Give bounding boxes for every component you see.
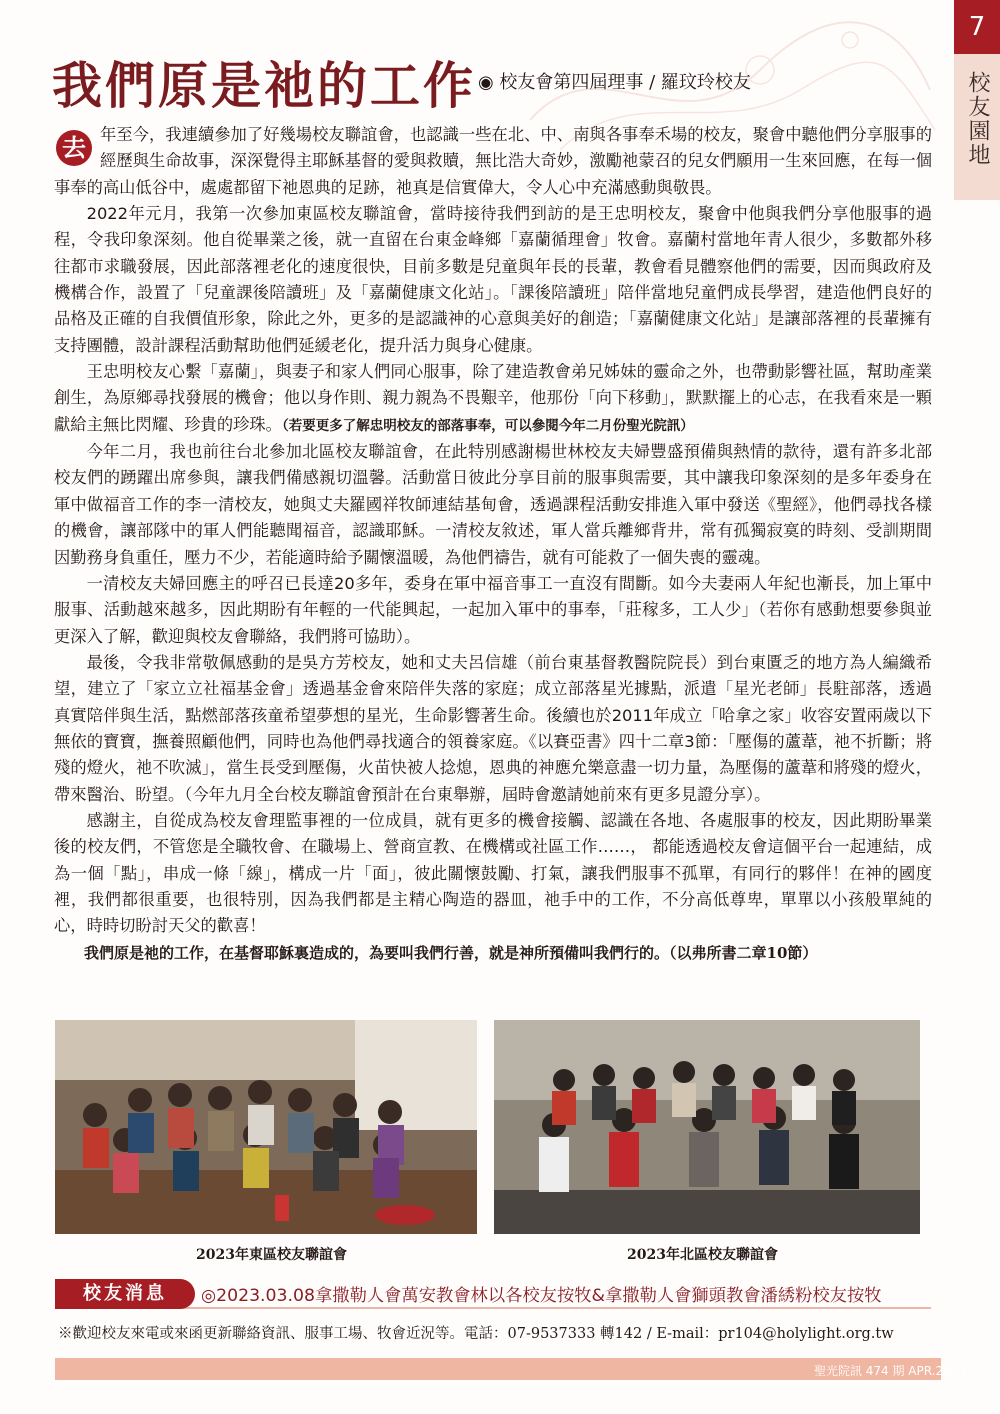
paragraph-6: 最後，令我非常敬佩感動的是吳方芳校友，她和丈夫呂信雄（前台東基督教醫院院長）到台東匱乏的地方為人編織希望，建立了「家立立社福基金會」透過基金會來陪伴失落的家庭；成立部落星光據點，派遣「星光老師」長駐部落，透過真實陪伴與生活，點燃部落孩童希望夢想的星光，生命影響著生命。後續也於2011年成立「哈拿之家」收容安置兩歲以下無依的寶寶，撫養照顧他們，同時也為他們尋找適合的領養家庭。《以賽亞書》四十二章3節：「壓傷的蘆葦，祂不折斷；將殘的燈火，祂不吹滅」，當生長受到壓傷，火苗快被人捻熄，恩典的神應允樂意盡一切力量，為壓傷的蘆葦和將殘的燈火，帶來醫治、盼望。（今年九月全台校友聯誼會預計在台東舉辦，屆時會邀請她前來有更多見證分享）。 bbox=[54, 652, 932, 804]
paragraph-3-note: （若要更多了解忠明校友的部落事奉，可以參閱今年二月份聖光院訊） bbox=[281, 417, 694, 434]
caption-north-region: 2023年北區校友聯誼會 bbox=[627, 1247, 778, 1263]
alumni-news-bar bbox=[55, 1283, 931, 1309]
photo-east-region bbox=[55, 1020, 477, 1234]
paragraph-5: 一清校友夫婦回應主的呼召已長達20多年，委身在軍中福音事工一直沒有間斷。如今夫妻兩人年紀也漸長，加上軍中服事、活動越來越多，因此期盼有年輕的一代能興起，一起加入軍中的事奉，「莊稼多，工人少」（若你有感動想要參與並更深入了解，歡迎與校友會聯絡，我們將可協助）。 bbox=[54, 573, 932, 646]
contact-info: ※歡迎校友來電或來函更新聯絡資訊、服事工場、牧會近況等。電話：07-9537333 轉142 / E-mail：pr104@holylight.org.tw bbox=[58, 1326, 894, 1342]
footer-issue: 聖光院訊 474 期 APR.2023 bbox=[813, 1364, 966, 1378]
alumni-news-text: ◎2023.03.08拿撒勒人會萬安教會林以各校友按牧&拿撒勒人會獅頭教會潘綉粉校友按牧 bbox=[201, 1286, 882, 1306]
page-number: 7 bbox=[954, 0, 1000, 54]
article-title: 我們原是祂的工作 bbox=[52, 56, 476, 115]
paragraph-1: 去 年至今，我連續參加了好幾場校友聯誼會，也認識一些在北、中、南與各事奉禾場的校友，聚會中聽他們分享服事的經歷與生命故事，深深覺得主耶穌基督的愛與救贖，無比浩大奇妙，激勵祂蒙召的兒女們願用一生來回應，在每一個事奉的高山低谷中，處處都留下祂恩典的足跡，祂真是信實偉大，令人心中充滿感動與敬畏。 bbox=[54, 125, 932, 197]
paragraph-2: 2022年元月，我第一次參加東區校友聯誼會，當時接待我們到訪的是王忠明校友，聚會中他與我們分享他服事的過程，令我印象深刻。他自從畢業之後，就一直留在台東金峰鄉「嘉蘭循理會」牧會。嘉蘭村當地年青人很少，多數都外移往都市求職發展，因此部落裡老化的速度很快，目前多數是兒童與年長的長輩，教會看見體察他們的需要，因而與政府及機構合作，設置了「兒童課後陪讀班」及「嘉蘭健康文化站」。「課後陪讀班」陪伴當地兒童們成長學習，建造他們良好的品格及正確的自我價值形象，除此之外，更多的是認識神的心意與美好的創造；「嘉蘭健康文化站」是讓部落裡的長輩擁有支持團體，設計課程活動幫助他們延緩老化，提升活力與身心健康。 bbox=[54, 204, 932, 355]
paragraph-7: 感謝主，自從成為校友會理監事裡的一位成員，就有更多的機會接觸、認識在各地、各處服事的校友，因此期盼畢業後的校友們，不管您是全職牧會、在職場上、營商宣教、在機構或社區工作……， 都能透過校友會這個平台一起連結，成為一個「點」，串成一條「線」，構成一片「面」，彼此關懷鼓勵、打氣，讓我們服事不孤單，有同行的夥伴！在神的國度裡，我們都很重要，也很特別，因為我們都是主精心陶造的器皿，祂手中的工作，不分高低尊卑，單單以小孩般單純的心，時時切盼討天父的歡喜！ bbox=[54, 810, 932, 936]
photo-north-region bbox=[494, 1020, 920, 1234]
caption-east-region: 2023年東區校友聯誼會 bbox=[196, 1247, 347, 1263]
paragraph-4: 今年二月，我也前往台北參加北區校友聯誼會，在此特別感謝楊世林校友夫婦豐盛預備與熱情的款待，還有許多北部校友們的踴躍出席參與，讓我們備感親切溫馨。活動當日彼此分享目前的服事與需要，其中讓我印象深刻的是多年委身在軍中做福音工作的李一清校友，她與丈夫羅國祥牧師連結基甸會，透過課程活動安排進入軍中發送《聖經》，他們尋找各樣的機會，讓部隊中的軍人們能聽聞福音，認識耶穌。一清校友敘述，軍人當兵離鄉背井，常有孤獨寂寞的時刻、受訓期間因勤務身負重任，壓力不少，若能適時給予關懷溫暖，為他們禱告，就有可能救了一個失喪的靈魂。 bbox=[54, 442, 932, 567]
article-body bbox=[54, 122, 932, 966]
alumni-news-label: 校友消息 bbox=[55, 1279, 195, 1309]
section-label: 校友園地 bbox=[965, 71, 990, 167]
article-byline: ◉ 校友會第四屆理事 / 羅玟玲校友 bbox=[478, 72, 751, 93]
footer-bar bbox=[55, 1358, 941, 1380]
paragraph-3: 王忠明校友心繫「嘉蘭」，與妻子和家人們同心服事，除了建造教會弟兄姊妹的靈命之外，也帶動影響社區，幫助產業創生，為原鄉尋找發展的機會；他以身作則、親力親為不畏艱辛，他那份「向下移動」，默默擺上的心志，在我看來是一顆獻給主無比閃耀、珍貴的珍珠。（若要更多了解忠明校友的部落事奉，可以參閱今年二月份聖光院訊） bbox=[54, 362, 932, 434]
closing-verse: 我們原是祂的工作，在基督耶穌裏造成的，為要叫我們行善，就是神所預備叫我們行的。（以弗所書二章10節） bbox=[84, 943, 818, 962]
drop-cap: 去 bbox=[56, 130, 92, 166]
